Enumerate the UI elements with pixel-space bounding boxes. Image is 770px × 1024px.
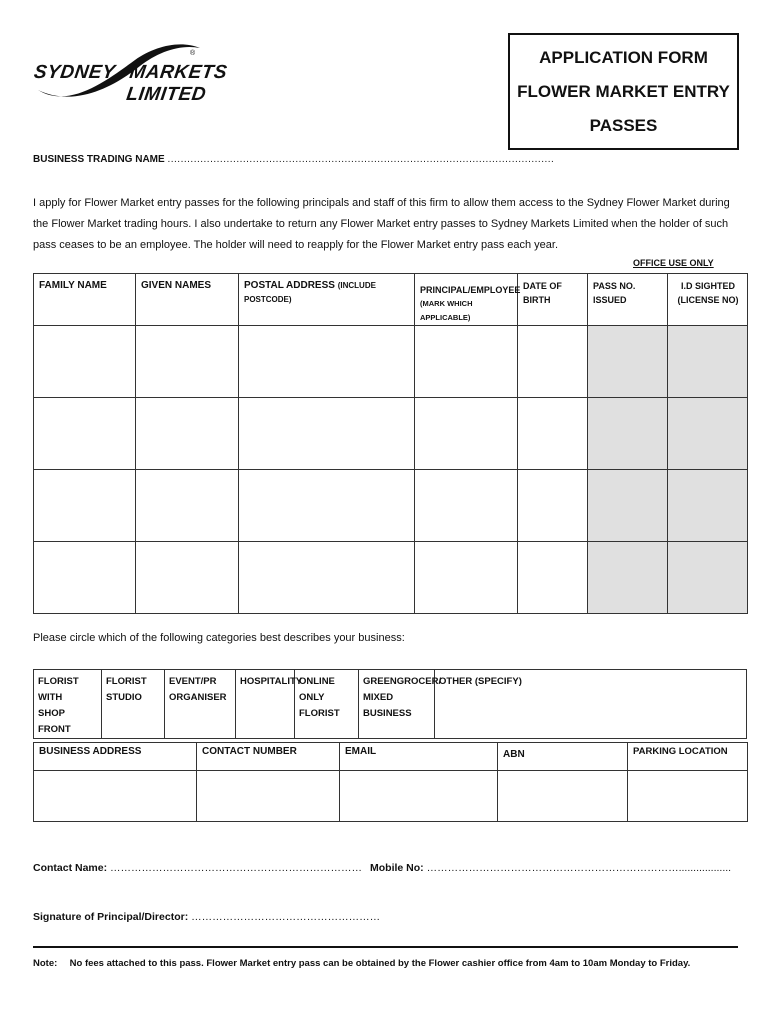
table-row — [34, 470, 748, 542]
category-other-label: OTHER (SPECIFY) — [439, 676, 522, 687]
header-business-address: BUSINESS ADDRESS — [34, 743, 197, 771]
header-postal-address-sub: (INCLUDE POSTCODE) — [244, 281, 376, 304]
category-florist-shop-line2: SHOP FRONT — [38, 708, 71, 735]
date-of-birth-cell[interactable] — [518, 326, 588, 398]
divider-rule — [33, 946, 738, 948]
header-id-sighted-label: I.D SIGHTED — [680, 281, 735, 291]
table-row — [34, 542, 748, 614]
family-name-cell[interactable] — [34, 326, 136, 398]
principal-employee-cell[interactable] — [415, 542, 518, 614]
contact-name-field[interactable] — [33, 862, 362, 874]
header-abn: ABN — [498, 743, 628, 771]
header-postal-address — [239, 274, 415, 326]
abn-cell[interactable] — [498, 771, 628, 822]
principal-employee-cell[interactable] — [415, 398, 518, 470]
given-names-cell[interactable] — [136, 542, 239, 614]
intro-paragraph: I apply for Flower Market entry passes for the following principals and staff of this firm to allow them access to the Sydney Flower Market during the Flower Market trading hours. I also undertake to return any Flower Market entry passes to Sydney Markets Limited when the holder of such pass ceases to be an employee. The holder will need to reapply for the Flower Market entry pass each year. — [33, 197, 730, 251]
category-greengrocer-line1: GREENGROCER/ — [363, 676, 442, 687]
given-names-cell[interactable] — [136, 326, 239, 398]
staff-table — [33, 273, 748, 614]
family-name-cell[interactable] — [34, 398, 136, 470]
postal-address-cell[interactable] — [239, 542, 415, 614]
form-title-box — [508, 33, 739, 150]
category-florist-shop-line1: FLORIST WITH — [38, 676, 79, 703]
category-other-specify[interactable] — [435, 670, 747, 739]
given-names-cell[interactable] — [136, 470, 239, 542]
category-event-pr-organiser[interactable] — [165, 670, 236, 739]
category-florist-shop-front[interactable] — [34, 670, 102, 739]
sydney-markets-logo — [30, 38, 270, 104]
pass-no-cell — [588, 542, 668, 614]
contact-number-cell[interactable] — [197, 771, 340, 822]
date-of-birth-cell[interactable] — [518, 398, 588, 470]
header-postal-address-label: POSTAL ADDRESS — [244, 280, 335, 291]
family-name-cell[interactable] — [34, 542, 136, 614]
postal-address-cell[interactable] — [239, 326, 415, 398]
header-principal-employee — [415, 274, 521, 326]
id-sighted-cell — [668, 542, 748, 614]
category-event-line2: ORGANISER — [169, 692, 227, 703]
contact-name-dots: ……………………………………………………………… — [110, 862, 363, 874]
category-florist-studio-line2: STUDIO — [106, 692, 142, 703]
categories-prompt: Please circle which of the following categories best describes your business: — [33, 632, 405, 644]
registered-mark: ® — [190, 50, 196, 57]
header-pass-no-issued: PASS NO. ISSUED — [588, 274, 668, 326]
category-event-line1: EVENT/PR — [169, 676, 217, 687]
category-hospitality[interactable] — [236, 670, 303, 739]
business-details-table — [33, 742, 748, 822]
header-email: EMAIL — [340, 743, 498, 771]
header-principal-employee-sub: (MARK WHICH APPLICABLE) — [420, 299, 473, 322]
id-sighted-cell — [668, 398, 748, 470]
category-hospitality-label: HOSPITALITY — [240, 676, 303, 687]
staff-table-header — [34, 274, 748, 326]
header-id-sighted-sub: (LICENSE NO) — [677, 295, 739, 305]
mobile-no-dots: ……………………………………………………………….................. — [426, 862, 732, 874]
header-given-names: GIVEN NAMES — [136, 274, 239, 326]
category-online-line2: FLORIST — [299, 708, 340, 719]
mobile-no-field[interactable] — [370, 862, 731, 874]
header-id-sighted — [668, 274, 748, 326]
footer-note — [33, 958, 690, 969]
category-online-line1: ONLINE ONLY — [299, 676, 335, 703]
business-trading-name-dots: ...................................................................................................................... — [167, 154, 555, 165]
header-date-of-birth: DATE OF BIRTH — [518, 274, 588, 326]
category-online-only-florist[interactable] — [295, 670, 359, 739]
business-address-cell[interactable] — [34, 771, 197, 822]
form-title-line1: APPLICATION FORM — [539, 47, 708, 67]
office-use-only-label: OFFICE USE ONLY — [633, 258, 714, 268]
signature-label: Signature of Principal/Director: — [33, 911, 189, 923]
signature-dots: ……………………………………………… — [191, 911, 381, 923]
header-parking-location: PARKING LOCATION — [628, 743, 748, 771]
signature-field[interactable] — [33, 911, 380, 923]
family-name-cell[interactable] — [34, 470, 136, 542]
date-of-birth-cell[interactable] — [518, 542, 588, 614]
logo-word-markets-limited: MARKETS LIMITED — [125, 62, 229, 105]
parking-location-cell[interactable] — [628, 771, 748, 822]
header-contact-number: CONTACT NUMBER — [197, 743, 340, 771]
postal-address-cell[interactable] — [239, 470, 415, 542]
category-greengrocer[interactable] — [359, 670, 442, 739]
note-text: No fees attached to this pass. Flower Market entry pass can be obtained by the Flower cashier office from 4am to 10am Monday to Friday. — [69, 958, 691, 969]
table-row — [34, 398, 748, 470]
business-trading-name-field[interactable] — [33, 154, 554, 165]
date-of-birth-cell[interactable] — [518, 470, 588, 542]
header-principal-employee-label: PRINCIPAL/EMPLOYEE — [420, 285, 521, 295]
logo-word-sydney: SYDNEY — [32, 62, 117, 83]
pass-no-cell — [588, 326, 668, 398]
note-label: Note: — [33, 958, 58, 969]
header-family-name: FAMILY NAME — [34, 274, 136, 326]
given-names-cell[interactable] — [136, 398, 239, 470]
pass-no-cell — [588, 470, 668, 542]
principal-employee-cell[interactable] — [415, 326, 518, 398]
id-sighted-cell — [668, 470, 748, 542]
category-florist-studio[interactable] — [102, 670, 165, 739]
id-sighted-cell — [668, 326, 748, 398]
business-trading-name-label: BUSINESS TRADING NAME — [33, 154, 165, 165]
form-title-line2: FLOWER MARKET ENTRY PASSES — [517, 81, 730, 135]
postal-address-cell[interactable] — [239, 398, 415, 470]
pass-no-cell — [588, 398, 668, 470]
table-row — [34, 326, 748, 398]
categories-table — [33, 669, 747, 739]
contact-name-label: Contact Name: — [33, 862, 108, 874]
principal-employee-cell[interactable] — [415, 470, 518, 542]
mobile-no-label: Mobile No: — [370, 862, 424, 874]
email-cell[interactable] — [340, 771, 498, 822]
category-florist-studio-line1: FLORIST — [106, 676, 147, 687]
category-greengrocer-line2: MIXED BUSINESS — [363, 692, 412, 719]
